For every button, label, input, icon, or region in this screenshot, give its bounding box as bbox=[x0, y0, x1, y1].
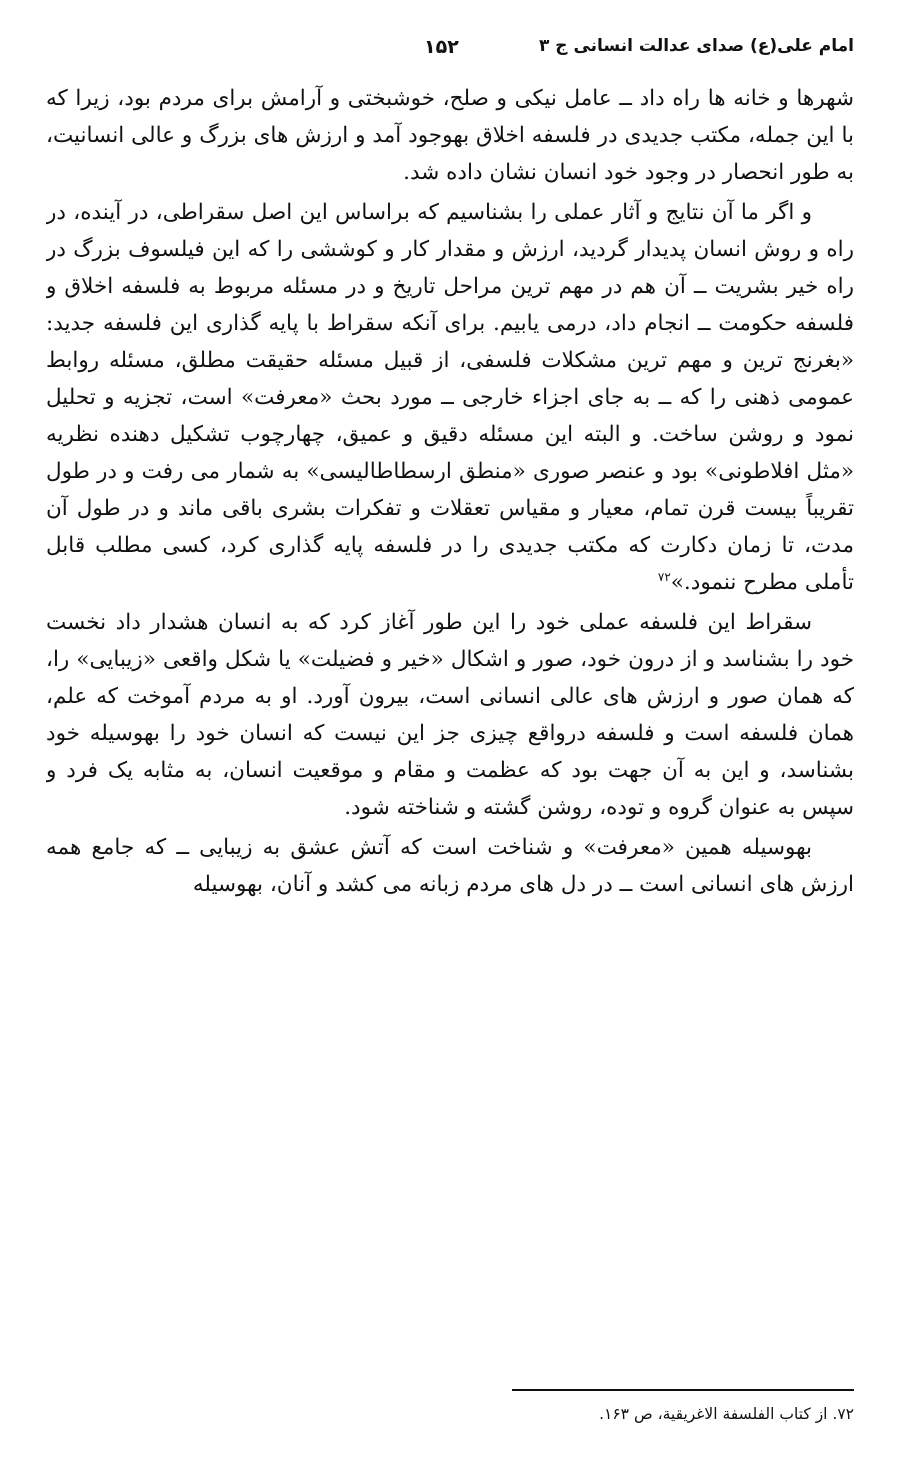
paragraph-3 bbox=[46, 604, 854, 826]
paragraph-1 bbox=[46, 80, 854, 191]
paragraph-2-text: و اگر ما آن نتایج و آثار عملی را بشناسیم که براساس این اصل سقراطی، در آینده، در راه و روش انسان پدیدار گردید، ارزش و مقدار کار و کوششی را که این فیلسوف بزرگ در راه خیر بشریت ــ آن هم در مهم ترین مراحل تاریخ و در مسئله مربوط به فلسفه اخلاق و فلسفه حکومت ــ انجام داد، درمی یابیم. برای آنکه سقراط با پایه گذاری این فلسفه جدید: «بغرنج ترین و مهم ترین مشکلات فلسفی، از قبیل مسئله حقیقت مطلق، مسئله روابط عمومی ذهنی را که ــ به جای اجزاء خارجی ــ مورد بحث «معرفت» است، تجزیه و تحلیل نمود و روشن ساخت. و البته این مسئله دقیق و عمیق، چهارچوب تشکیل دهنده نظریه «مثل افلاطونی» بود و عنصر صوری «منطق ارسطاطالیسی» به شمار می رفت و در طول تقریباً بیست قرن تمام، معیار و مقیاس تعقلات و تفکرات بشری باقی ماند و در طول آن مدت، تا زمان دکارت که مکتب جدیدی را در فلسفه پایه گذاری کرد، کسی مطلب قابل تأملی مطرح ننمود.» bbox=[46, 200, 854, 595]
page-number: ۱۵۲ bbox=[424, 36, 459, 58]
footnote-divider bbox=[512, 1389, 854, 1391]
paragraph-1-text: شهرها و خانه ها راه داد ــ عامل نیکی و صلح، خوشبختی و آرامش برای مردم بود، زیرا که با این جمله، مکتب جدیدی در فلسفه اخلاق بهوجود آمد و ارزش های بزرگ و عالی انسانیت، به طور انحصار در وجود خود انسان نشان داده شد. bbox=[46, 86, 854, 185]
paragraph-2 bbox=[46, 194, 854, 601]
footnote-reference[interactable]: ۷۲ bbox=[657, 569, 671, 584]
paragraph-4-text: بهوسیله همین «معرفت» و شناخت است که آتش عشق به زیبایی ــ که جامع همه ارزش های انسانی است ــ در دل های مردم زبانه می کشد و آنان، بهوسیله bbox=[46, 835, 854, 897]
body-text bbox=[46, 80, 854, 1275]
footnote: ۷۲. از کتاب الفلسفة الاغریقیة، ص ۱۶۳. bbox=[599, 1405, 854, 1423]
paragraph-3-text: سقراط این فلسفه عملی خود را این طور آغاز کرد که به انسان هشدار داد نخست خود را بشناسد و از درون خود، صور و اشکال «خیر و فضیلت» یا شکل واقعی «زیبایی» را، که همان صور و ارزش های عالی انسانی است، بیرون آورد. او به مردم آموخت که علم، همان فلسفه است و فلسفه درواقع چیزی جز این نیست که انسان خود را بهوسیله خود بشناسد، و این به آن جهت بود که عظمت و مقام و موقعیت انسان، به مثابه یک فرد و سپس به عنوان گروه و توده، روشن گشته و شناخته شود. bbox=[46, 610, 854, 820]
paragraph-4 bbox=[46, 829, 854, 903]
running-head: امام علی(ع) صدای عدالت انسانی ج ۳ bbox=[538, 36, 854, 56]
